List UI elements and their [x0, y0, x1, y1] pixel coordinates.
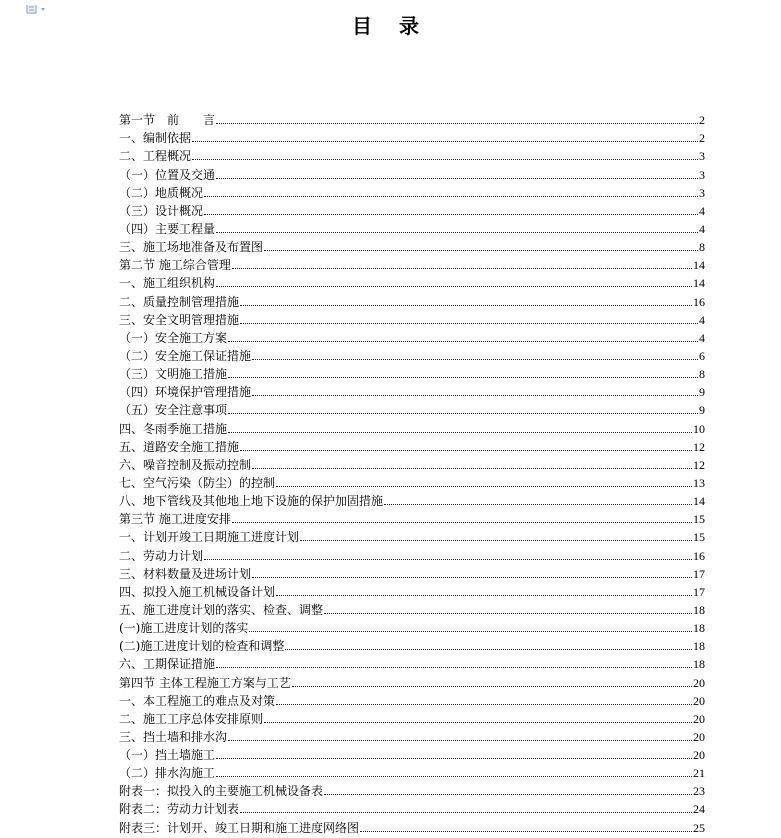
toc-entry[interactable] [119, 544, 705, 562]
toc-entry-page-number: 14 [693, 494, 705, 509]
toc-entry-label: 四、拟投入施工机械设备计划 [119, 584, 276, 599]
toc-entry-label: （五）安全注意事项 [119, 403, 228, 418]
toc-dot-leader [216, 178, 698, 179]
toc-entry[interactable] [119, 127, 705, 145]
toc-entry-page-number: 23 [693, 784, 705, 799]
toc-dot-leader [264, 250, 698, 251]
toc-entry-label: 二、劳动力计划 [119, 548, 204, 563]
toc-entry-page-number: 16 [693, 294, 705, 309]
toc-entry[interactable] [119, 363, 705, 381]
toc-entry[interactable] [119, 653, 705, 671]
toc-dot-leader [276, 486, 692, 487]
toc-entry-label: (二)施工进度计划的检查和调整 [119, 639, 285, 654]
toc-dot-leader [216, 758, 692, 759]
toc-entry[interactable] [119, 381, 705, 399]
toc-dot-leader [192, 159, 698, 160]
toc-dot-leader [292, 686, 692, 687]
toc-dot-leader [204, 196, 698, 197]
toc-entry-page-number: 8 [699, 367, 705, 382]
toc-dot-leader [276, 704, 692, 705]
toc-entry-page-number: 17 [693, 566, 705, 581]
table-of-contents [119, 109, 705, 835]
toc-dot-leader [252, 395, 698, 396]
toc-entry-label: 第三节 施工进度安排 [119, 512, 231, 527]
toc-entry-label: (一)施工进度计划的落实 [119, 621, 249, 636]
page-title: 目 录 [352, 14, 429, 38]
toc-entry-page-number: 18 [693, 639, 705, 654]
toc-dot-leader [324, 794, 692, 795]
toc-dot-leader [232, 522, 692, 523]
toc-entry[interactable] [119, 454, 705, 472]
toc-entry-label: 五、施工进度计划的落实、检查、调整 [119, 602, 324, 617]
toc-entry[interactable] [119, 617, 705, 635]
toc-dot-leader [240, 323, 698, 324]
toc-entry-label: 八、地下管线及其他地上地下设施的保护加固措施 [119, 494, 384, 509]
toc-dot-leader [249, 631, 692, 632]
toc-entry-page-number: 13 [693, 475, 705, 490]
toc-dot-leader [264, 722, 692, 723]
toc-entry[interactable] [119, 762, 705, 780]
toc-dot-leader [228, 341, 698, 342]
toc-entry-page-number: 9 [699, 403, 705, 418]
toc-entry-label: 二、工程概况 [119, 149, 192, 164]
toc-entry[interactable] [119, 417, 705, 435]
toc-entry-page-number: 16 [693, 548, 705, 563]
toc-entry-page-number: 6 [699, 348, 705, 363]
toc-entry[interactable] [119, 526, 705, 544]
toc-entry-label: 七、空气污染（防尘）的控制 [119, 475, 276, 490]
toc-entry-label: 五、道路安全施工措施 [119, 439, 240, 454]
toc-dot-leader [228, 413, 698, 414]
toc-entry[interactable] [119, 816, 705, 834]
toc-dot-leader [252, 577, 692, 578]
toc-entry[interactable] [119, 780, 705, 798]
toc-entry-label: （三）文明施工措施 [119, 367, 228, 382]
toc-entry-label: 二、施工工序总体安排原则 [119, 711, 264, 726]
toc-dot-leader [216, 286, 692, 287]
toc-entry-label: （一）安全施工方案 [119, 330, 228, 345]
document-icon[interactable] [26, 0, 52, 10]
toc-entry[interactable] [119, 671, 705, 689]
toc-entry-label: 附表三：计划开、竣工日期和施工进度网络图 [119, 820, 360, 835]
toc-entry[interactable] [119, 508, 705, 526]
toc-entry[interactable] [119, 599, 705, 617]
toc-entry-page-number: 15 [693, 512, 705, 527]
toc-dot-leader [240, 305, 692, 306]
toc-entry[interactable] [119, 109, 705, 127]
toc-entry-page-number: 8 [699, 240, 705, 255]
toc-dot-leader [276, 595, 692, 596]
toc-entry-page-number: 4 [699, 312, 705, 327]
toc-entry[interactable] [119, 635, 705, 653]
toc-entry[interactable] [119, 236, 705, 254]
toc-entry[interactable] [119, 218, 705, 236]
toc-entry-page-number: 2 [699, 131, 705, 146]
toc-entry[interactable] [119, 436, 705, 454]
toc-entry-page-number: 14 [693, 258, 705, 273]
toc-dot-leader [204, 214, 698, 215]
toc-dot-leader [204, 559, 692, 560]
toc-entry-page-number: 17 [693, 584, 705, 599]
toc-dot-leader [300, 540, 692, 541]
toc-entry[interactable] [119, 798, 705, 816]
toc-entry[interactable] [119, 182, 705, 200]
toc-entry-page-number: 20 [693, 711, 705, 726]
toc-entry-page-number: 14 [693, 276, 705, 291]
toc-entry-page-number: 4 [699, 221, 705, 236]
toc-entry-page-number: 18 [693, 602, 705, 617]
toc-entry-label: 六、工期保证措施 [119, 657, 216, 672]
toc-dot-leader [360, 831, 692, 832]
toc-entry[interactable] [119, 327, 705, 345]
toc-entry-label: （二）安全施工保证措施 [119, 348, 252, 363]
toc-entry[interactable] [119, 490, 705, 508]
toc-dot-leader [384, 504, 692, 505]
toc-entry-label: （四）主要工程量 [119, 221, 216, 236]
toc-entry-label: 六、噪音控制及振动控制 [119, 457, 252, 472]
toc-dot-leader [192, 141, 698, 142]
toc-entry-label: 第四节 主体工程施工方案与工艺 [119, 675, 291, 690]
toc-entry[interactable] [119, 309, 705, 327]
toc-entry-page-number: 3 [699, 149, 705, 164]
toc-entry[interactable] [119, 163, 705, 181]
toc-entry[interactable] [119, 254, 705, 272]
toc-entry[interactable] [119, 399, 705, 417]
toc-dot-leader [232, 268, 692, 269]
toc-entry-label: 一、计划开竣工日期施工进度计划 [119, 530, 300, 545]
toc-entry[interactable] [119, 345, 705, 363]
toc-entry-page-number: 20 [693, 748, 705, 763]
toc-entry-label: （四）环境保护管理措施 [119, 385, 252, 400]
toc-entry-page-number: 25 [693, 820, 705, 835]
toc-entry[interactable] [119, 145, 705, 163]
toc-entry[interactable] [119, 726, 705, 744]
toc-entry-label: 二、质量控制管理措施 [119, 294, 240, 309]
toc-entry-page-number: 18 [693, 657, 705, 672]
toc-entry[interactable] [119, 272, 705, 290]
toc-dot-leader [252, 359, 698, 360]
toc-entry-page-number: 4 [699, 203, 705, 218]
toc-entry-label: 一、本工程施工的难点及对策 [119, 693, 276, 708]
toc-dot-leader [240, 450, 692, 451]
toc-entry-label: 一、施工组织机构 [119, 276, 216, 291]
toc-entry-page-number: 20 [693, 693, 705, 708]
toc-entry-label: （二）地质概况 [119, 185, 204, 200]
toc-entry-label: 三、材料数量及进场计划 [119, 566, 252, 581]
toc-dot-leader [285, 649, 692, 650]
toc-entry[interactable] [119, 200, 705, 218]
toc-entry-page-number: 20 [693, 729, 705, 744]
toc-entry-label: 一、编制依据 [119, 131, 192, 146]
toc-entry-page-number: 2 [699, 113, 705, 128]
toc-entry[interactable] [119, 708, 705, 726]
toc-entry[interactable] [119, 472, 705, 490]
toc-entry-label: 附表一：拟投入的主要施工机械设备表 [119, 784, 324, 799]
toc-entry-label: 第二节 施工综合管理 [119, 258, 231, 273]
toc-dot-leader [228, 377, 698, 378]
toc-entry-page-number: 3 [699, 185, 705, 200]
toc-entry-page-number: 18 [693, 621, 705, 636]
toc-dot-leader [324, 613, 692, 614]
toc-entry-page-number: 10 [693, 421, 705, 436]
toc-dot-leader [216, 123, 698, 124]
toc-dot-leader [228, 740, 692, 741]
toc-entry-label: 三、安全文明管理措施 [119, 312, 240, 327]
toc-entry-label: 附表二：劳动力计划表 [119, 802, 240, 817]
toc-entry-page-number: 12 [693, 457, 705, 472]
toc-entry[interactable] [119, 563, 705, 581]
toc-entry-page-number: 12 [693, 439, 705, 454]
toc-entry-label: （一）位置及交通 [119, 167, 216, 182]
toc-dot-leader [216, 232, 698, 233]
toc-entry-page-number: 24 [693, 802, 705, 817]
toc-entry-label: （一）挡土墙施工 [119, 748, 216, 763]
toc-dot-leader [252, 468, 692, 469]
toc-entry-page-number: 15 [693, 530, 705, 545]
toc-entry-label: 第一节 前 言 [119, 113, 216, 128]
toc-entry[interactable] [119, 690, 705, 708]
toc-entry-page-number: 4 [699, 330, 705, 345]
toc-entry[interactable] [119, 744, 705, 762]
toc-entry-page-number: 9 [699, 385, 705, 400]
toc-dot-leader [240, 812, 692, 813]
toc-entry-label: （三）设计概况 [119, 203, 204, 218]
toc-entry-label: 四、冬雨季施工措施 [119, 421, 228, 436]
toc-entry-page-number: 3 [699, 167, 705, 182]
toc-dot-leader [216, 667, 692, 668]
toc-entry-label: 三、施工场地准备及布置图 [119, 240, 264, 255]
toc-entry-label: 三、挡土墙和排水沟 [119, 729, 228, 744]
toc-entry-page-number: 20 [693, 675, 705, 690]
toc-entry[interactable] [119, 290, 705, 308]
toc-entry[interactable] [119, 581, 705, 599]
toc-entry-label: （二）排水沟施工 [119, 766, 216, 781]
toc-entry-page-number: 21 [693, 766, 705, 781]
toc-dot-leader [216, 776, 692, 777]
toc-dot-leader [228, 432, 692, 433]
